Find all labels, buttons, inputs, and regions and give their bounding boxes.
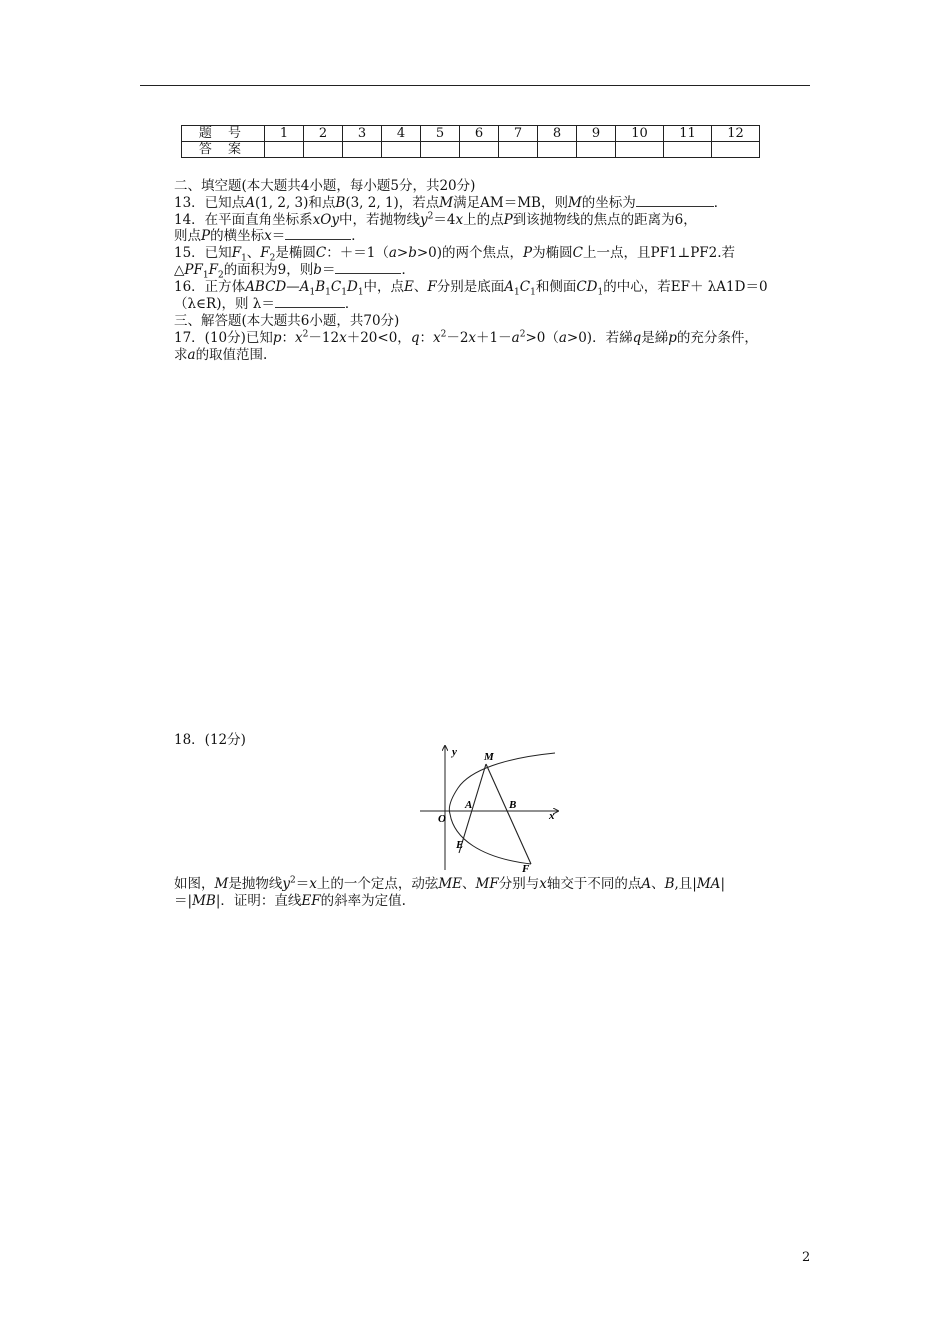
answer-cell[interactable]	[421, 142, 460, 158]
table-cell: 11	[664, 126, 712, 142]
label-y: y	[452, 746, 457, 758]
question-14: 14．在平面直角坐标系xOy中，若抛物线$y^2=4x$上的点P到该抛物线的焦点的距离为6，	[174, 211, 697, 228]
header-rule	[140, 85, 810, 86]
answer-cell[interactable]	[664, 142, 712, 158]
label-a: A	[465, 799, 473, 811]
section2-title: 二、填空题(本大题共4小题，每小题5分，共20分)	[174, 178, 476, 194]
table-cell: 5	[421, 126, 460, 142]
table-cell: 1	[265, 126, 304, 142]
answer-table	[181, 125, 760, 158]
answer-cell[interactable]	[304, 142, 343, 158]
answer-cell[interactable]	[499, 142, 538, 158]
table-cell: 9	[577, 126, 616, 142]
question-18-head: 18．(12分)	[174, 732, 246, 748]
question-15-line2: $\triangle PF_1F_2$的面积为9，则b＝ ．	[174, 262, 415, 281]
label-e: E	[456, 839, 464, 851]
table-cell: 3	[343, 126, 382, 142]
table-cell: 12	[712, 126, 760, 142]
answer-cell[interactable]	[538, 142, 577, 158]
page-number: 2	[802, 1250, 811, 1265]
answer-cell[interactable]	[382, 142, 421, 158]
answer-cell[interactable]	[616, 142, 664, 158]
table-cell: 4	[382, 126, 421, 142]
answer-cell[interactable]	[343, 142, 382, 158]
table-cell: 7	[499, 126, 538, 142]
table-header-answer: 答 案	[182, 142, 265, 158]
answer-cell[interactable]	[712, 142, 760, 158]
chord-mf	[486, 764, 531, 864]
table-cell: 8	[538, 126, 577, 142]
answer-blank[interactable]	[285, 228, 351, 240]
label-x: x	[549, 810, 555, 822]
table-cell: 6	[460, 126, 499, 142]
question-17: 17．(10分)已知p：$x^2-12x+20<0$，q：$x^2-2x+1-a^2>0(a>0)$．若綈q是綈p的充分条件，	[174, 329, 758, 346]
question-13: 13．已知点A(1, 2, 3)和点B(3, 2, 1)，若点M满足AM＝MB，则M的坐标为 ．	[174, 195, 728, 211]
table-cell: 2	[304, 126, 343, 142]
answer-cell[interactable]	[460, 142, 499, 158]
label-m: M	[484, 751, 494, 763]
answer-cell[interactable]	[265, 142, 304, 158]
table-header-number: 题 号	[182, 126, 265, 142]
parabola-figure	[410, 740, 570, 875]
question-18-body: 如图，M是抛物线$y^2=x$上的一个定点，动弦ME、MF分别与x轴交于不同的点A、B,且|MA|	[174, 875, 725, 892]
label-b: B	[509, 799, 517, 811]
answer-cell[interactable]	[577, 142, 616, 158]
question-16: 16．正方体$ABCD—A_1B_1C_1D_1$中，点E、F分别是底面$A_1C_1$和侧面$CD_1$的中心，若EF＋ λA1D＝0	[174, 279, 768, 298]
question-14-line2: 则点P的横坐标x＝ ．	[174, 228, 365, 244]
answer-blank[interactable]	[275, 296, 345, 308]
table-row	[182, 142, 760, 158]
label-o: O	[438, 813, 446, 825]
table-row	[182, 126, 760, 142]
table-cell: 10	[616, 126, 664, 142]
question-18-body-line2: ＝|MB|．证明：直线EF的斜率为定值.	[174, 893, 406, 909]
question-16-line2: （λ∈R)，则 λ＝ ．	[174, 296, 359, 312]
label-f: F	[522, 863, 530, 875]
answer-blank[interactable]	[335, 262, 401, 274]
question-17-line2: 求a的取值范围.	[174, 347, 268, 363]
question-15: 15．已知$F_1$、$F_2$是椭圆C：＋＝1（a>b>0)的两个焦点，P为椭圆C上一点，且PF1⊥PF2.若	[174, 245, 736, 264]
section3-title: 三、解答题(本大题共6小题，共70分)	[174, 313, 400, 329]
answer-blank[interactable]	[636, 195, 714, 207]
